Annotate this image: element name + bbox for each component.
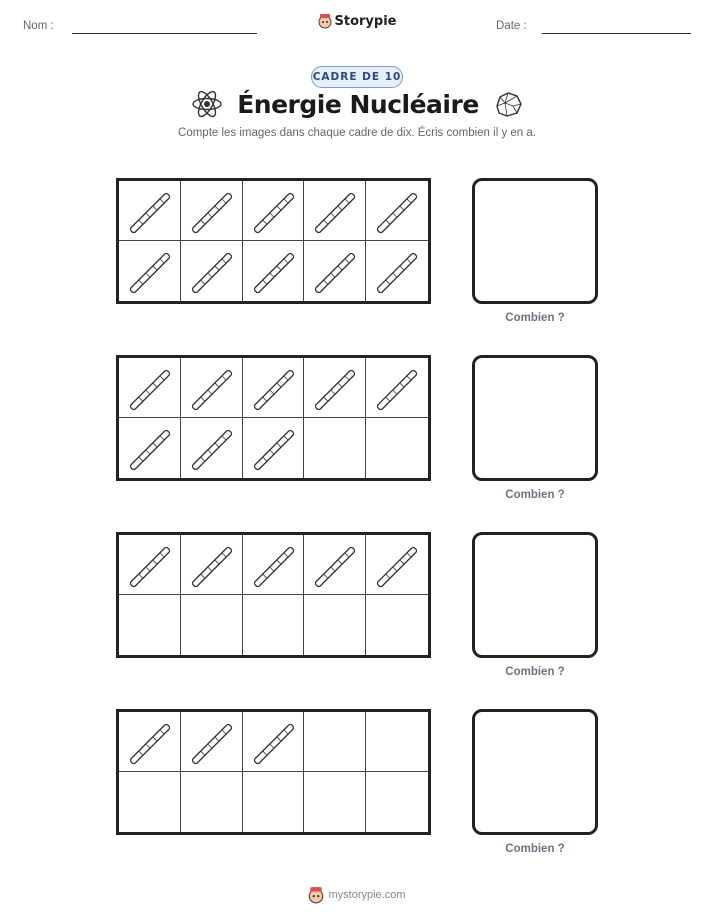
ten-frame-cell <box>119 181 181 241</box>
ten-frame-cell <box>181 595 243 655</box>
ten-frame-cell <box>304 241 366 301</box>
fuel-rod-icon <box>314 543 356 591</box>
answer-label: Combien ? <box>505 489 565 501</box>
ten-frame-cell <box>243 535 305 595</box>
ten-frame-cell <box>243 712 305 772</box>
answer-box[interactable] <box>472 709 598 835</box>
brand-logo <box>0 13 714 29</box>
ten-frame-cell <box>366 772 428 832</box>
ten-frame-cell <box>366 595 428 655</box>
ten-frame-cell <box>181 535 243 595</box>
ten-frame-cell <box>243 595 305 655</box>
fuel-rod-icon <box>191 366 233 414</box>
uranium-rock-icon <box>493 90 523 118</box>
fuel-rod-icon <box>253 720 295 768</box>
footer <box>0 886 714 904</box>
instructions: Compte les images dans chaque cadre de dix. Écris combien il y en a. <box>178 127 536 139</box>
ten-frame-cell <box>181 241 243 301</box>
ten-frame <box>116 355 431 481</box>
ten-frame-cell <box>366 418 428 478</box>
ten-frame-cell <box>366 535 428 595</box>
ten-frame-cell <box>181 712 243 772</box>
ten-frame-cell <box>243 241 305 301</box>
fuel-rod-icon <box>129 543 171 591</box>
fuel-rod-icon <box>253 426 295 474</box>
fuel-rod-icon <box>314 189 356 237</box>
answer-label: Combien ? <box>505 666 565 678</box>
brand-name: Storypie <box>334 13 397 29</box>
answer-label: Combien ? <box>505 843 565 855</box>
fuel-rod-icon <box>253 189 295 237</box>
fuel-rod-icon <box>376 249 418 297</box>
ten-frame-cell <box>304 712 366 772</box>
ten-frame-cell <box>304 358 366 418</box>
footer-url: mystorypie.com <box>328 889 406 901</box>
ten-frame-cell <box>119 712 181 772</box>
title-row <box>0 88 714 120</box>
ten-frame-cell <box>243 181 305 241</box>
ten-frame-cell <box>366 712 428 772</box>
fuel-rod-icon <box>129 720 171 768</box>
page-title: Énergie Nucléaire <box>237 89 479 119</box>
ten-frame-cell <box>366 181 428 241</box>
date-line[interactable] <box>542 33 691 34</box>
answer-box[interactable] <box>472 532 598 658</box>
ten-frame-cell <box>181 181 243 241</box>
fuel-rod-icon <box>376 543 418 591</box>
ten-frame-cell <box>304 418 366 478</box>
fuel-rod-icon <box>314 249 356 297</box>
ten-frame-cell <box>181 418 243 478</box>
storypie-mascot-icon <box>308 886 324 904</box>
name-label: Nom : <box>23 20 54 32</box>
ten-frame-cell <box>304 181 366 241</box>
fuel-rod-icon <box>376 366 418 414</box>
ten-frame-cell <box>304 595 366 655</box>
fuel-rod-icon <box>314 366 356 414</box>
answer-box[interactable] <box>472 355 598 481</box>
fuel-rod-icon <box>191 720 233 768</box>
ten-frame-cell <box>119 772 181 832</box>
atom-icon <box>191 88 223 120</box>
ten-frame-cell <box>181 772 243 832</box>
fuel-rod-icon <box>129 426 171 474</box>
fuel-rod-icon <box>191 543 233 591</box>
answer-box[interactable] <box>472 178 598 304</box>
fuel-rod-icon <box>129 249 171 297</box>
fuel-rod-icon <box>253 366 295 414</box>
fuel-rod-icon <box>129 189 171 237</box>
ten-frame-cell <box>304 772 366 832</box>
ten-frame-cell <box>119 418 181 478</box>
ten-frame-cell <box>243 358 305 418</box>
ten-frame <box>116 532 431 658</box>
fuel-rod-icon <box>129 366 171 414</box>
ten-frame-cell <box>243 418 305 478</box>
answer-label: Combien ? <box>505 312 565 324</box>
ten-frame <box>116 178 431 304</box>
ten-frame-cell <box>366 358 428 418</box>
ten-frame-cell <box>181 358 243 418</box>
name-line[interactable] <box>72 33 257 34</box>
fuel-rod-icon <box>191 426 233 474</box>
ten-frame-cell <box>119 241 181 301</box>
ten-frame-cell <box>119 595 181 655</box>
date-label: Date : <box>496 20 527 32</box>
storypie-mascot-icon <box>318 13 332 29</box>
fuel-rod-icon <box>253 543 295 591</box>
fuel-rod-icon <box>253 249 295 297</box>
fuel-rod-icon <box>191 189 233 237</box>
ten-frame-cell <box>119 358 181 418</box>
fuel-rod-icon <box>376 189 418 237</box>
ten-frame-cell <box>119 535 181 595</box>
ten-frame-cell <box>304 535 366 595</box>
ten-frame <box>116 709 431 835</box>
fuel-rod-icon <box>191 249 233 297</box>
ten-frame-cell <box>243 772 305 832</box>
ten-frame-cell <box>366 241 428 301</box>
worksheet-type-badge: CADRE DE 10 <box>311 66 403 88</box>
